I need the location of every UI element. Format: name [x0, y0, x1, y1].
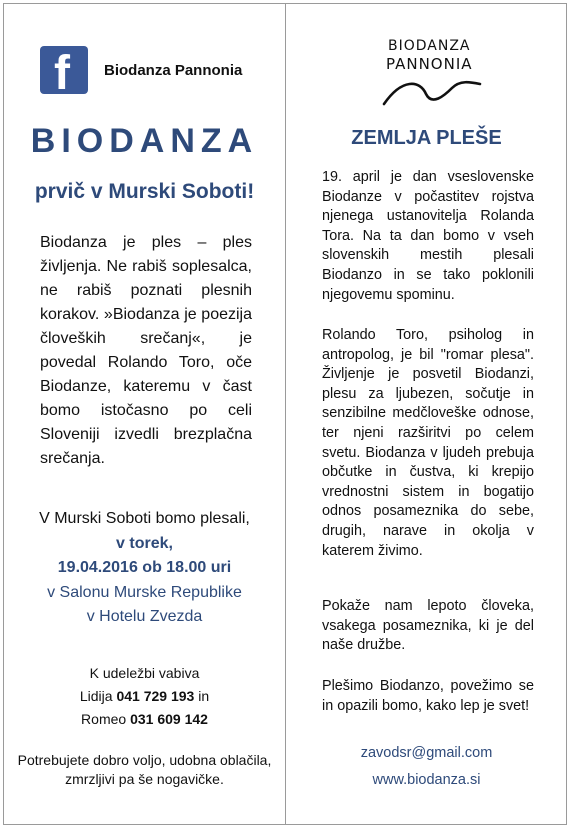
event-day: v torek, [116, 534, 173, 552]
logo-line-2: PANNONIA [386, 55, 473, 73]
event-intro-line: V Murski Soboti bomo plesali, [39, 510, 250, 527]
website-link[interactable]: www.biodanza.si [372, 772, 481, 788]
intro-paragraph: Biodanza je ples – ples življenja. Ne rabiš soplesalca, ne rabiš poznati plesnih korakov. »Biodanza je poezija človeških srečanj«, je povedal Rolando Toro, oče Biodanze, kateremu v čast bomo istočasno po celi Sloveniji izvedli brezplačna srečanja. [40, 234, 252, 467]
left-panel [4, 4, 285, 824]
contact-lidija [4, 685, 285, 708]
contact-name: Lidija [79, 688, 113, 704]
paragraph-beauty: Pokaže nam lepoto človeka, vsakega posameznika, ki je del naše družbe. [322, 598, 534, 654]
paragraph-invite: Plešimo Biodanzo, povežimo se in opazili bomo, kako lep je svet! [322, 678, 534, 714]
right-panel [286, 4, 567, 824]
logo-line-1: BIODANZA [388, 38, 471, 54]
subtitle: prvič v Murski Soboti! [34, 180, 255, 203]
logo-swoosh-icon [382, 74, 482, 114]
facebook-page-name: Biodanza Pannonia [104, 61, 243, 79]
section-title: ZEMLJA PLEŠE [351, 127, 502, 149]
invite-line: K udeležbi vabiva [89, 665, 200, 681]
main-title: BIODANZA [30, 122, 259, 160]
event-details [4, 507, 285, 630]
contact-phone[interactable]: 031 609 142 [130, 711, 208, 727]
contact-details [4, 662, 285, 731]
contact-romeo [4, 708, 285, 731]
what-to-bring: Potrebujete dobro voljo, udobna oblačila, zmrzljivi pa še nogavičke. [17, 752, 272, 787]
event-venue: v Salonu Murske Republike [47, 583, 242, 601]
facebook-row[interactable] [40, 44, 243, 100]
contact-joiner: in [198, 688, 210, 704]
email-link[interactable]: zavodsr@gmail.com [360, 745, 493, 761]
event-hotel: v Hotelu Zvezda [86, 608, 203, 625]
facebook-icon[interactable]: f [40, 46, 88, 94]
paragraph-april: 19. april je dan vseslovenske Biodanze v počastitev rojstva njenega ustanovitelja Rolanda Tora. Na ta dan bomo v vseh slovenskih mestih plesali Biodanzo in se tako poklonili njegovemu spominu. [322, 169, 534, 303]
paragraph-rolando-toro: Rolando Toro, psiholog in antropolog, je bil "romar plesa". Življenje je posvetil Biodanzi, plesu za ljubezen, sočutje in senzibilne medčloveške odnose, ter njeni razširitvi po celem svetu. Biodanza v ljudeh prebuja občutke in čustva, ki krepijo vrednostni sistem in bogatijo odnos posameznika do sebe, drugih, narave in okolja v katerem živimo. [322, 327, 534, 559]
biodanza-pannonia-logo [382, 38, 482, 114]
contact-phone[interactable]: 041 729 193 [116, 688, 195, 704]
event-date-time: 19.04.2016 ob 18.00 uri [57, 559, 232, 576]
contact-name: Romeo [81, 711, 127, 727]
